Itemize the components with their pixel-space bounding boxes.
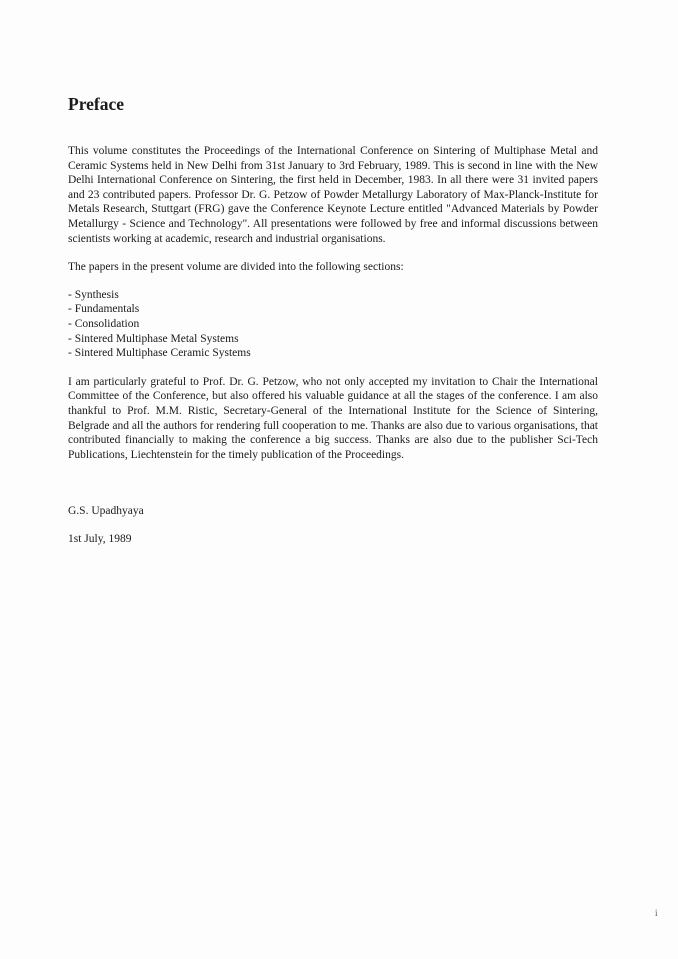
signature-name: G.S. Upadhyaya (68, 505, 144, 518)
preface-page (68, 92, 598, 546)
list-item: - Sintered Multiphase Metal Systems (68, 332, 239, 345)
list-item: - Sintered Multiphase Ceramic Systems (68, 347, 251, 360)
list-item: - Synthesis (68, 288, 119, 301)
page-title: Preface (68, 94, 125, 114)
acknowledgements-paragraph: I am particularly grateful to Prof. Dr. G. Petzow, who not only accepted my invitation to Chair the International Committee of the Conference, but also offered his valuable guidance at all the stages of the conference. I am also thankful to Prof. M.M. Ristic, Secretary-General of the International Institute for the Science of Sintering, Belgrade and all the authors for rendering full cooperation to me. Thanks are also due to various organisations, that contributed financially to making the conference a big success. Thanks are also due to the publisher Sci-Tech Publications, Liechtenstein for the timely publication of the Proceedings. (68, 375, 598, 461)
page-number: i (655, 908, 658, 918)
intro-paragraph: This volume constitutes the Proceedings of the International Conference on Sintering of Multiphase Metal and Ceramic Systems held in New Delhi from 31st January to 3rd February, 1989. This is second in line with the New Delhi International Conference on Sintering, the first held in December, 1983. In all there were 31 invited papers and 23 contributed papers. Professor Dr. G. Petzow of Powder Metallurgy Laboratory of Max-Planck-Institute for Metals Research, Stuttgart (FRG) gave the Conference Keynote Lecture entitled "Advanced Materials by Powder Metallurgy - Science and Technology". All presentations were followed by free and informal discussions between scientists working at academic, research and industrial organisations. (68, 145, 598, 245)
list-item: - Fundamentals (68, 303, 140, 316)
list-item: - Consolidation (68, 317, 140, 330)
signature-date: 1st July, 1989 (68, 532, 132, 545)
sections-intro-paragraph: The papers in the present volume are divided into the following sections: (68, 261, 404, 274)
sections-list (68, 288, 598, 361)
